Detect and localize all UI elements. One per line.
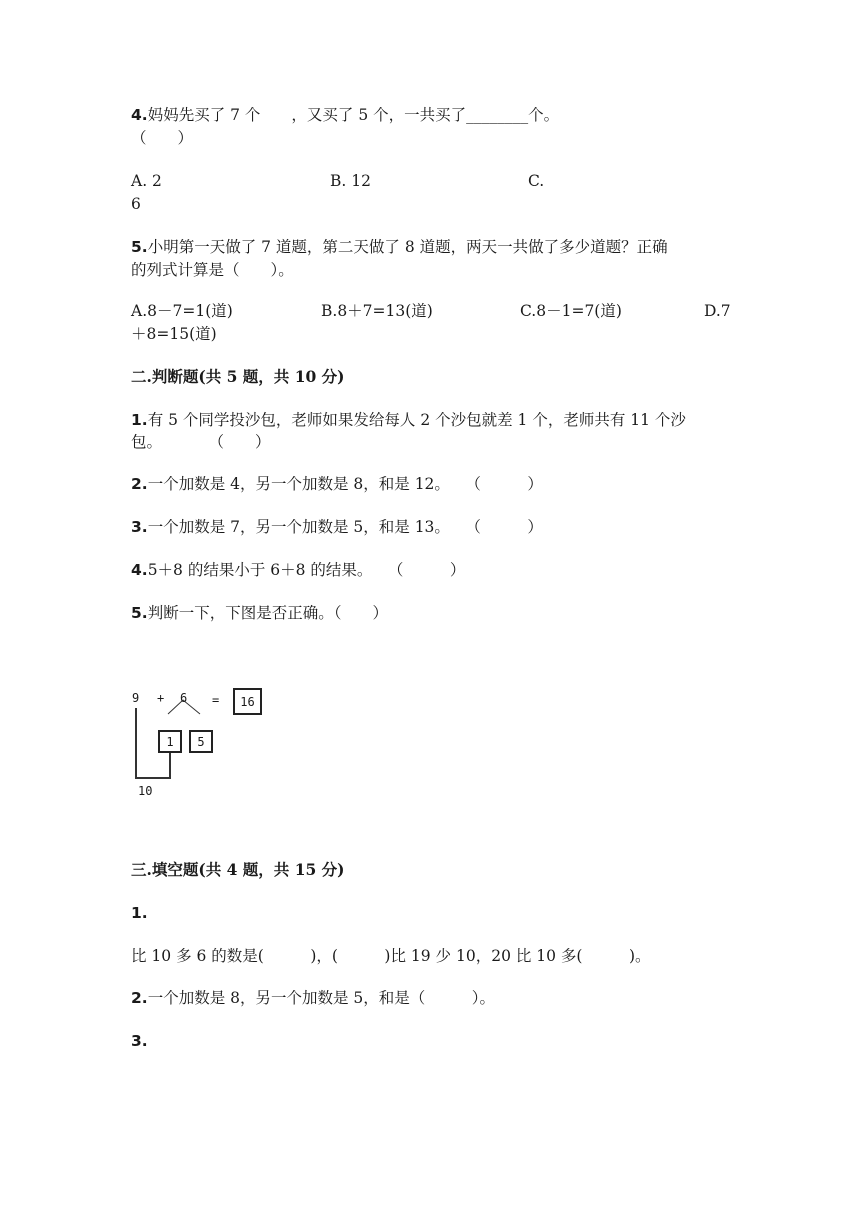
q5-option-b: B.8＋7=13(道) (321, 302, 433, 320)
q5-stem-line1 (131, 236, 668, 258)
q4-text: 妈妈先买了 7 个 ，又买了 5 个，一共买了________个。 (147, 106, 560, 124)
q4-option-c-wrap: 6 (131, 195, 141, 213)
section2-title: 二.判断题(共 5 题，共 10 分) (131, 367, 345, 386)
q5-stem-line2: 的列式计算是（ ）。 (131, 261, 294, 279)
result-box: 16 (233, 688, 262, 715)
ten-label: 10 (138, 784, 153, 798)
split-box-2: 5 (189, 730, 213, 753)
s2-q5 (131, 602, 388, 624)
s2-q1-line2: 包。 （ ） (131, 433, 271, 451)
addend-b: 6 (180, 691, 188, 705)
making-ten-diagram (120, 680, 290, 810)
s2-q2-text: 一个加数是 4，另一个加数是 8，和是 12。 （ ） (147, 475, 543, 493)
plus-sign: + (157, 691, 165, 705)
s3-q1-text: 比 10 多 6 的数是( )，( )比 19 少 10，20 比 10 多( )。 (131, 947, 651, 965)
split-box-1: 1 (158, 730, 182, 753)
section3-title: 三.填空题(共 4 题，共 15 分) (131, 860, 345, 879)
q4-number: 4. (131, 106, 148, 124)
s3-q1-number: 1. (131, 904, 148, 922)
s2-q1-line1 (131, 409, 686, 431)
q5-option-d-wrap: ＋8=15(道) (131, 325, 217, 343)
q4-option-b: B. 12 (330, 172, 371, 190)
s2-q2-number: 2. (131, 475, 148, 493)
s2-q1-text-line1: 有 5 个同学投沙包，老师如果发给每人 2 个沙包就差 1 个，老师共有 11 个沙 (147, 411, 686, 429)
q5-option-a: A.8－7=1(道) (131, 302, 233, 320)
q5-text-line1: 小明第一天做了 7 道题，第二天做了 8 道题，两天一共做了多少道题？正确 (147, 238, 668, 256)
equals-sign: = (212, 693, 220, 707)
s3-q3-number: 3. (131, 1032, 148, 1050)
q4-answer-paren: （ ） (131, 129, 194, 147)
s2-q5-text: 判断一下，下图是否正确。（ ） (147, 604, 388, 622)
q4-stem (131, 104, 559, 126)
s2-q3-text: 一个加数是 7，另一个加数是 5，和是 13。 （ ） (147, 518, 543, 536)
s2-q5-number: 5. (131, 604, 148, 622)
addend-a: 9 (132, 691, 140, 705)
q4-option-c: C. (528, 172, 545, 190)
q5-number: 5. (131, 238, 148, 256)
s2-q3-number: 3. (131, 518, 148, 536)
q5-option-d: D.7 (704, 302, 731, 320)
s3-q2-text: 一个加数是 8，另一个加数是 5，和是（ ）。 (147, 989, 496, 1007)
q5-option-c: C.8－1=7(道) (520, 302, 622, 320)
s2-q1-number: 1. (131, 411, 148, 429)
s3-q2 (131, 987, 495, 1009)
s2-q4-text: 5＋8 的结果小于 6＋8 的结果。 （ ） (147, 561, 466, 579)
s2-q3 (131, 516, 543, 538)
q4-option-a: A. 2 (131, 172, 162, 190)
s2-q4-number: 4. (131, 561, 148, 579)
s3-q2-number: 2. (131, 989, 148, 1007)
s2-q4 (131, 559, 465, 581)
s2-q2 (131, 473, 543, 495)
